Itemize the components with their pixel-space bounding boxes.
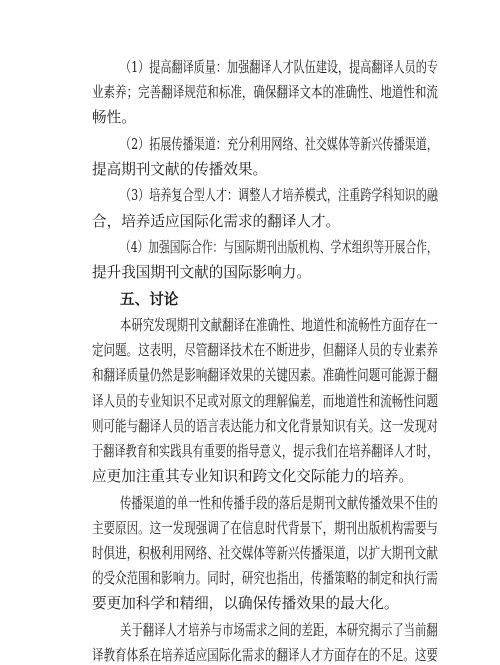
text-line: 传播渠道的单一性和传播手段的落后是期刊文献传播效果不佳的 <box>120 494 438 512</box>
text-line: 本研究发现期刊文献翻译在准确性、地道性和流畅性方面存在一 <box>120 317 438 334</box>
text-line: （4）加强国际合作：与国际期刊出版机构、学术组织等开展合作， <box>120 239 438 256</box>
text-line: 和翻译质量仍然是影响翻译效果的关键因素。准确性问题可能源于翻 <box>92 367 438 385</box>
text-line: （1）提高翻译质量：加强翻译人才队伍建设，提高翻译人员的专 <box>120 59 438 76</box>
text-line: 于翻译教育和实践具有重要的指导意义，提示我们在培养翻译人才时， <box>92 443 439 460</box>
text-line: （2）拓展传播渠道：充分利用网络、社交媒体等新兴传播渠道， <box>120 135 438 153</box>
text-line: 的受众范围和影响力。同时，研究也指出，传播策略的制定和执行需 <box>92 570 438 588</box>
text-line: 要更加科学和精细，以确保传播效果的最大化。 <box>92 595 399 613</box>
text-line: 时俱进，积极利用网络、社交媒体等新兴传播渠道，以扩大期刊文献 <box>92 545 438 562</box>
text-line: 提升我国期刊文献的国际影响力。 <box>92 264 311 282</box>
text-line: 译教育体系在培养适应国际化需求的翻译人才方面存在的不足。这要 <box>92 647 438 664</box>
text-line: （3）培养复合型人才：调整人才培养模式，注重跨学科知识的融 <box>120 187 438 205</box>
text-line: 提高期刊文献的传播效果。 <box>92 161 268 178</box>
text-line: 定问题。这表明，尽管翻译技术在不断进步，但翻译人员的专业素养 <box>92 342 438 360</box>
text-line: 合，培养适应国际化需求的翻译人才。 <box>92 212 341 230</box>
section-title: 五、讨论 <box>120 290 179 308</box>
text-line: 畅性。 <box>92 109 136 127</box>
text-line: 译人员的专业知识不足或对原文的理解偏差，而地道性和流畅性问题 <box>92 392 438 410</box>
text-line: 应更加注重其专业知识和跨文化交际能力的培养。 <box>92 468 414 486</box>
text-line: 则可能与翻译人员的语言表达能力和文化背景知识有关。这一发现对 <box>92 417 438 435</box>
text-line: 业素养；完善翻译规范和标准，确保翻译文本的准确性、地道性和流 <box>92 84 438 102</box>
text-line: 关于翻译人才培养与市场需求之间的差距，本研究揭示了当前翻 <box>120 621 438 639</box>
text-line: 主要原因。这一发现强调了在信息时代背景下，期刊出版机构需要与 <box>92 519 438 537</box>
